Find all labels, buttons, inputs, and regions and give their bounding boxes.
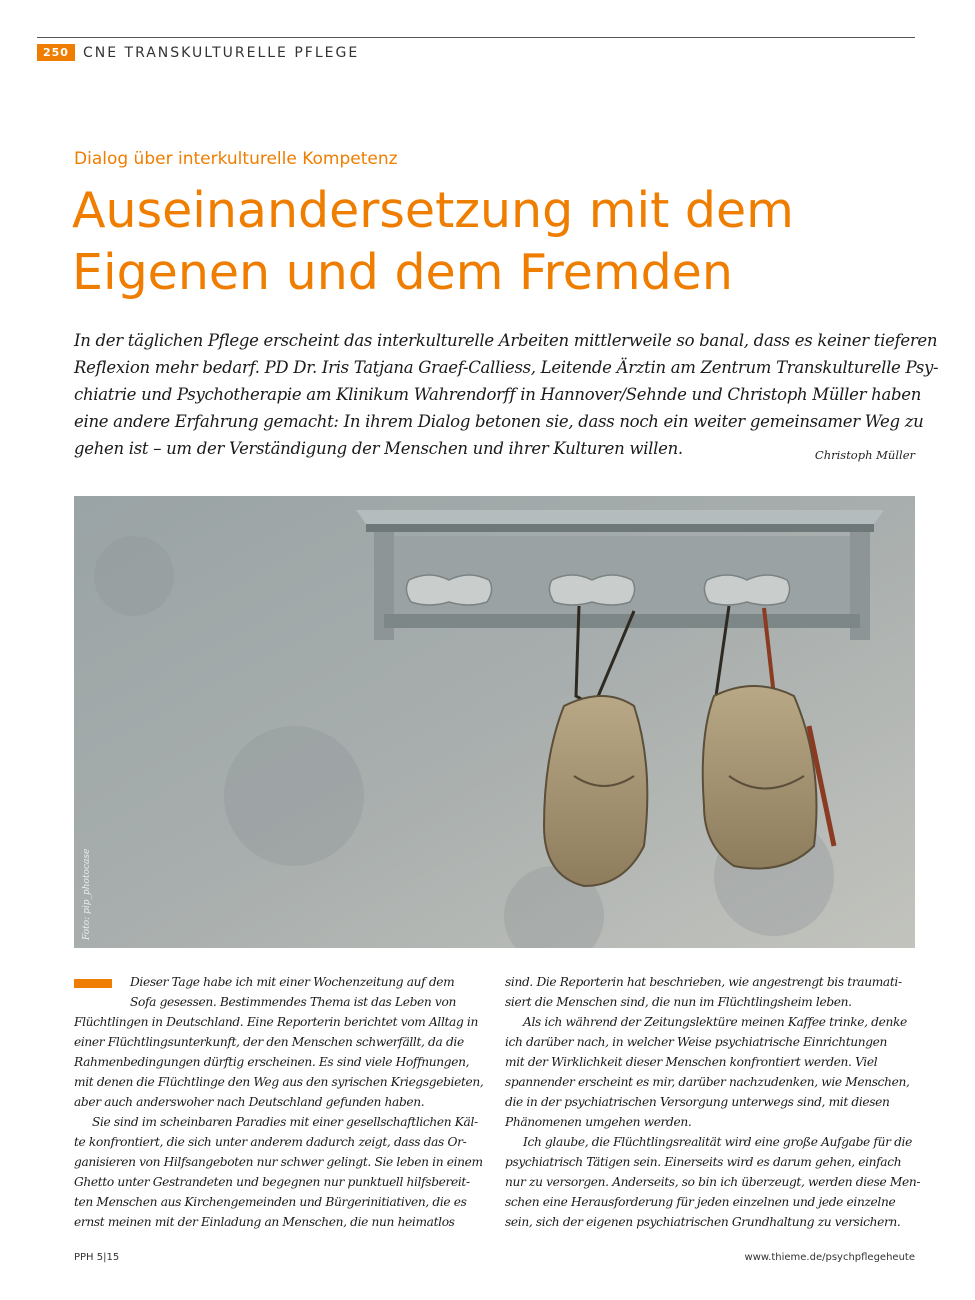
top-rule xyxy=(37,37,915,38)
body-line: te konfrontiert, die sich unter anderem dadurch zeigt, dass das Or- xyxy=(74,1135,467,1149)
headline xyxy=(72,180,912,304)
body-line: mit der Wirklichkeit dieser Menschen konfrontiert werden. Viel xyxy=(505,1055,878,1069)
body-line: Dieser Tage habe ich mit einer Wochenzeitung auf dem xyxy=(130,975,455,989)
body-line: Sie sind im scheinbaren Paradies mit einer gesellschaftlichen Käl- xyxy=(92,1115,478,1129)
intro-line: In der täglichen Pflege erscheint das interkulturelle Arbeiten mittlerweile so banal, dass es keiner tieferen xyxy=(74,331,938,350)
body-line: Als ich während der Zeitungslektüre meinen Kaffee trinke, denke xyxy=(523,1015,907,1029)
byline: Christoph Müller xyxy=(814,448,915,462)
body-line: aber auch anderswoher nach Deutschland gefunden haben. xyxy=(74,1095,425,1109)
footer-url[interactable]: www.thieme.de/psychpflegeheute xyxy=(744,1252,915,1263)
intro-line: gehen ist – um der Verständigung der Menschen und ihrer Kulturen willen. xyxy=(74,439,683,458)
section-label: CNE TRANSKULTURELLE PFLEGE xyxy=(82,44,360,61)
footer-issue: PPH 5|15 xyxy=(74,1252,120,1263)
body-line: nur zu versorgen. Anderseits, so bin ich überzeugt, werden diese Men- xyxy=(505,1175,921,1189)
intro-line: chiatrie und Psychotherapie am Klinikum Wahrendorff in Hannover/Sehnde und Christoph Müller haben xyxy=(74,385,922,404)
body-line: Ich glaube, die Flüchtlingsrealität wird eine große Aufgabe für die xyxy=(523,1135,912,1149)
body-line: sein, sich der eigenen psychiatrischen Grundhaltung zu versichern. xyxy=(505,1215,901,1229)
headline-line: Auseinandersetzung mit dem xyxy=(72,182,794,239)
page-number-badge: 250 xyxy=(37,44,75,61)
body-line: spannender erscheint es mir, darüber nachzudenken, wie Menschen, xyxy=(505,1075,910,1089)
body-line: sind. Die Reporterin hat beschrieben, wie angestrengt bis traumati- xyxy=(505,975,902,989)
body-line: siert die Menschen sind, die nun im Flüchtlingsheim leben. xyxy=(505,995,852,1009)
body-line: einer Flüchtlingsunterkunft, der den Menschen schwerfällt, da die xyxy=(74,1035,464,1049)
intro-paragraph xyxy=(74,327,939,462)
running-header xyxy=(37,44,359,61)
body-line: Sofa gesessen. Bestimmendes Thema ist das Leben von xyxy=(130,995,456,1009)
body-line: Flüchtlingen in Deutschland. Eine Reporterin berichtet vom Alltag in xyxy=(74,1015,478,1029)
body-line: ich darüber nach, in welcher Weise psychiatrische Einrichtungen xyxy=(505,1035,888,1049)
photo-credit: Foto: pip_photocase xyxy=(82,848,92,940)
headline-line: Eigenen und dem Fremden xyxy=(72,244,733,301)
body-line: ernst meinen mit der Einladung an Menschen, die nun heimatlos xyxy=(74,1215,455,1229)
body-line: ganisieren von Hilfsangeboten nur schwer gelingt. Sie leben in einem xyxy=(74,1155,483,1169)
intro-line: eine andere Erfahrung gemacht: In ihrem Dialog betonen sie, dass noch ein weiter gemeinsamer Weg zu xyxy=(74,412,924,431)
body-line: Rahmenbedingungen dürftig erscheinen. Es sind viele Hoffnungen, xyxy=(74,1055,470,1069)
body-line: mit denen die Flüchtlinge den Weg aus den syrischen Kriegsgebieten, xyxy=(74,1075,484,1089)
body-column-right xyxy=(505,972,921,1232)
article-photo xyxy=(74,496,915,948)
body-line: psychiatrisch Tätigen sein. Einerseits wird es darum gehen, einfach xyxy=(505,1155,902,1169)
intro-line: Reflexion mehr bedarf. PD Dr. Iris Tatjana Graef-Calliess, Leitende Ärztin am Zentrum Transkulturelle Psy- xyxy=(74,358,939,377)
body-line: die in der psychiatrischen Versorgung unterwegs sind, mit diesen xyxy=(505,1095,890,1109)
body-line: schen eine Herausforderung für jeden einzelnen und jede einzelne xyxy=(505,1195,896,1209)
kicker: Dialog über interkulturelle Kompetenz xyxy=(74,149,398,169)
body-line: ten Menschen aus Kirchengemeinden und Bürgerinitiativen, die es xyxy=(74,1195,467,1209)
body-line: Phänomenen umgehen werden. xyxy=(505,1115,692,1129)
body-column-left xyxy=(74,972,484,1232)
body-line: Ghetto unter Gestrandeten und begegnen nur punktuell hilfsbereit- xyxy=(74,1175,470,1189)
